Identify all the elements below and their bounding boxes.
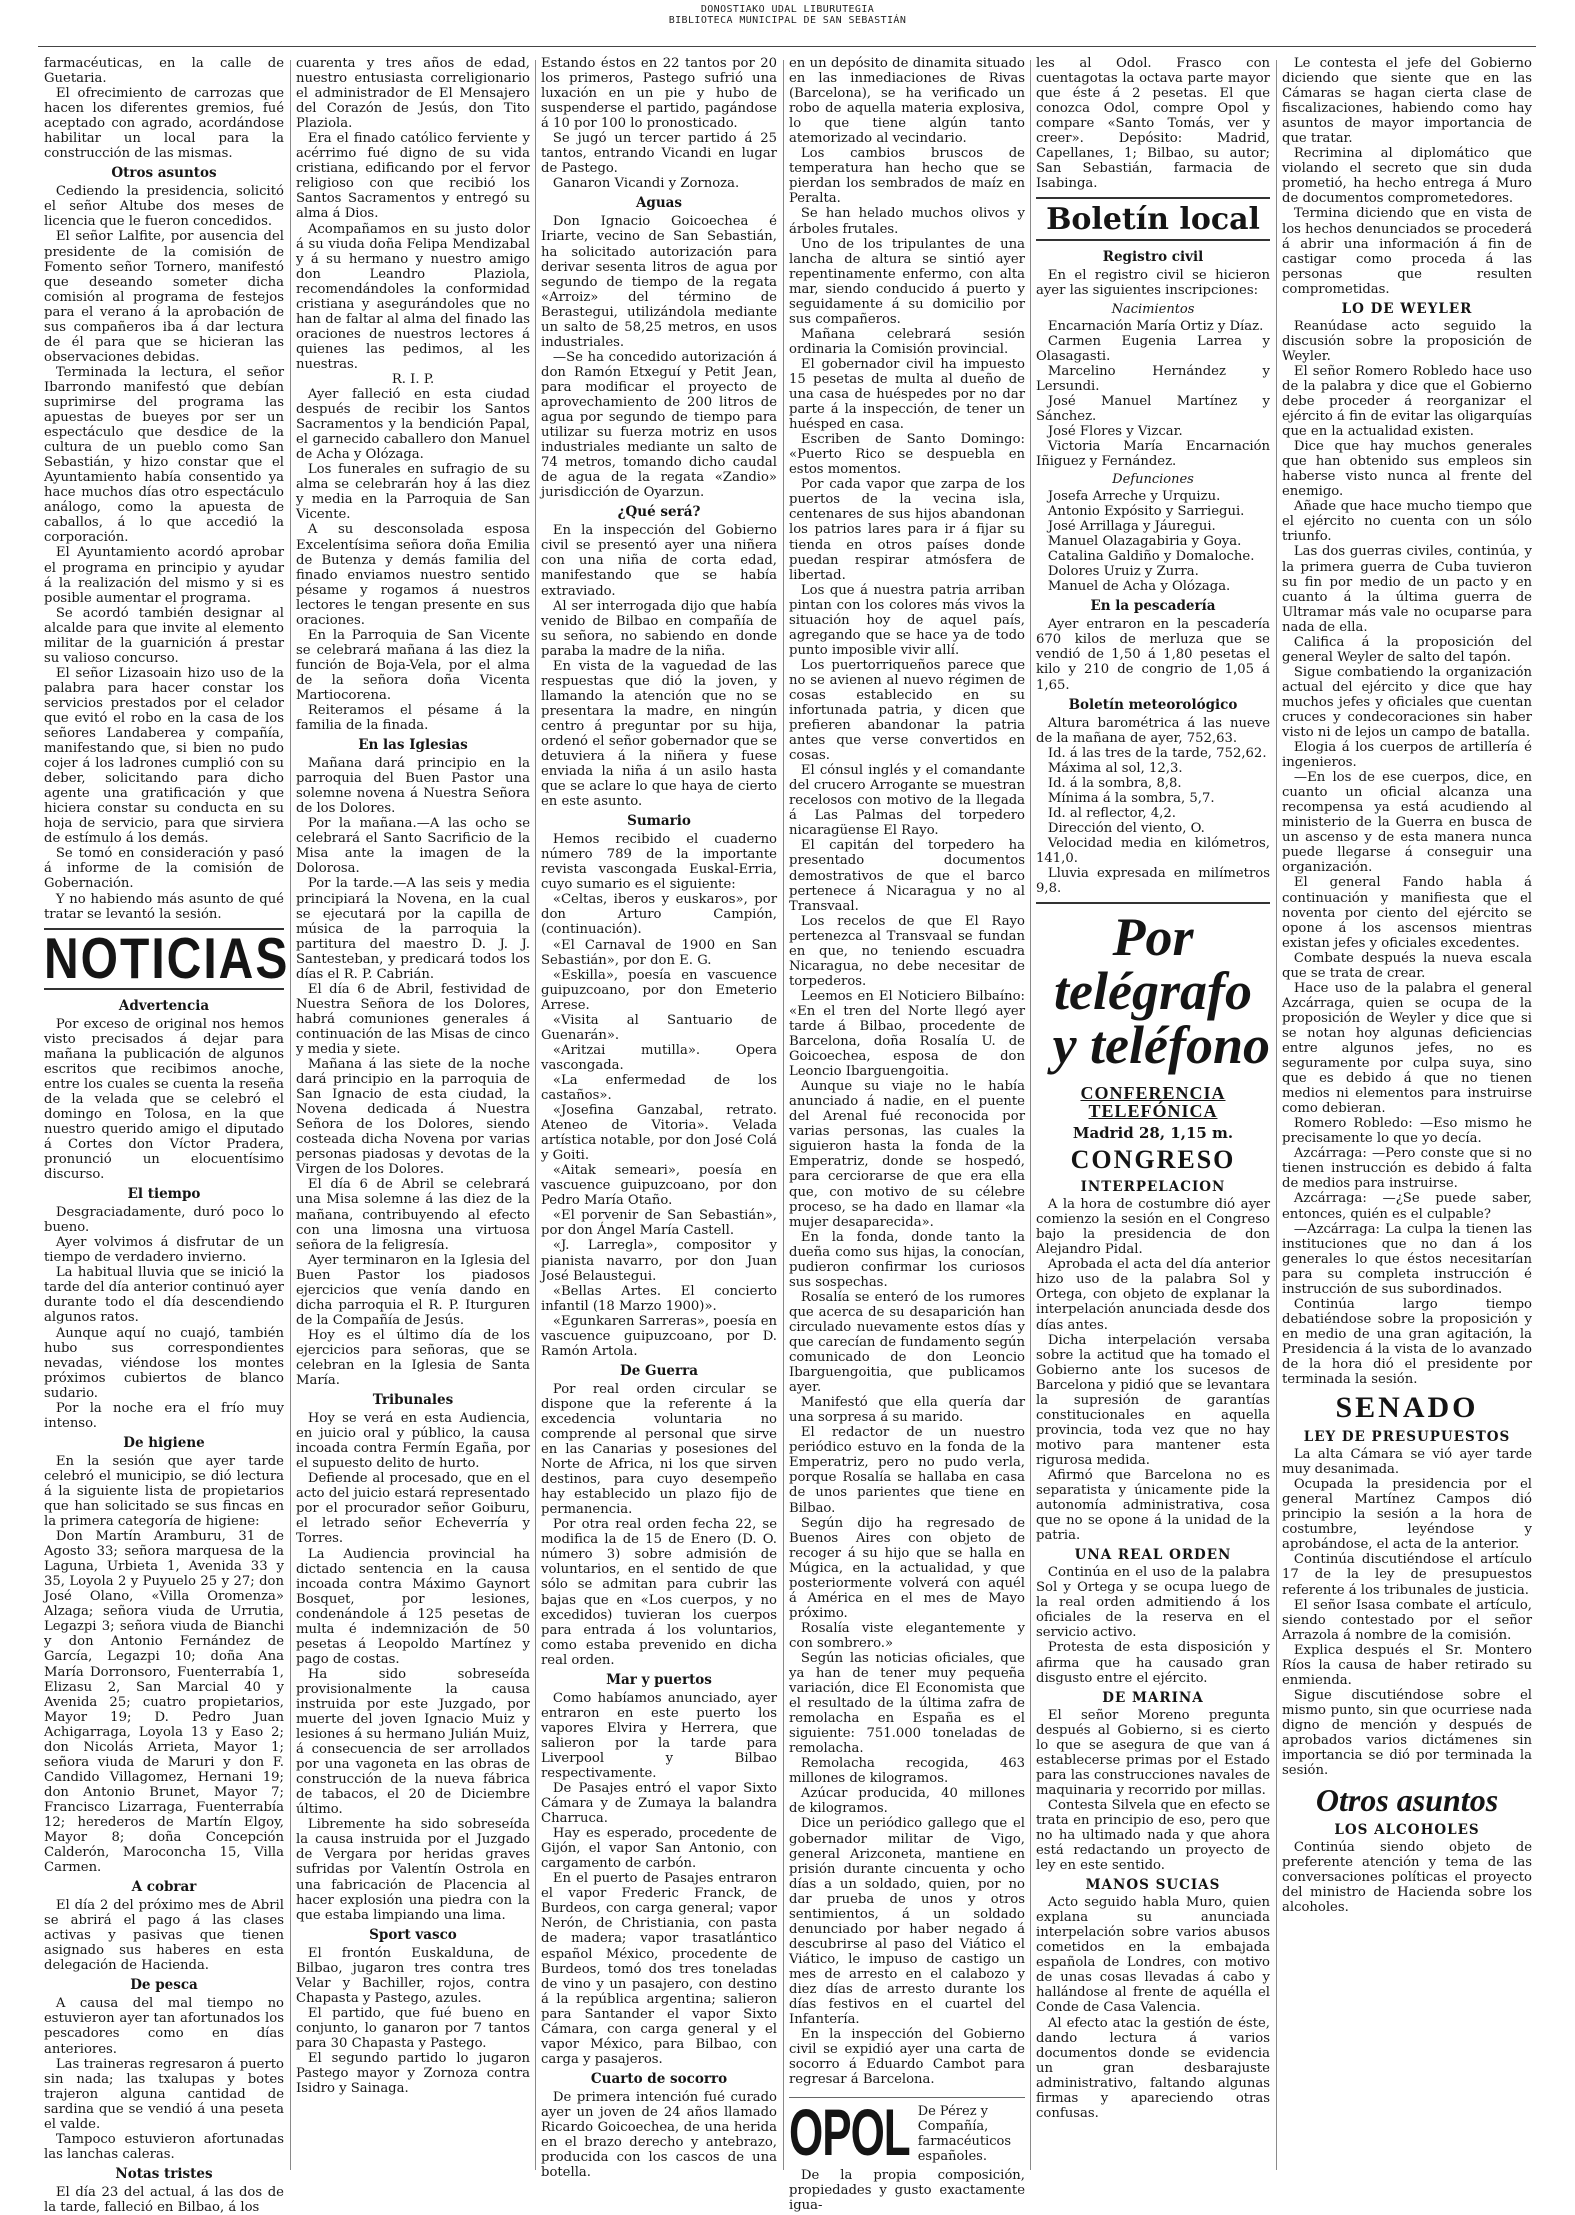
paragraph: En el registro civil se hicieron ayer las siguientes inscripciones: — [1036, 268, 1270, 299]
paragraph: Añade que hace mucho tiempo que el ejército no cuenta con un sólo triunfo. — [1282, 499, 1532, 545]
paragraph: Terminada la lectura, el señor Ibarrondo manifestó que debían suprimirse del programa las apuestas de bueyes por ser un espectáculo que desdice de la cultura de un pueblo como San Sebastián, y hizo constar que el Ayuntamiento había consentido ya hace muchos días otro espectáculo análogo, como la apuesta de caballos, á lo que accedió la corporación. — [44, 364, 284, 546]
paragraph: «Josefina Ganzabal, retrato. Ateneo de Vitoria». Velada artística notable, por don José Colá y Goiti. — [541, 1103, 777, 1164]
paragraph: Hoy es el último día de los ejercicios para señoras, que se celebran en la Iglesia de Santa María. — [296, 1327, 530, 1389]
list-item: Carmen Eugenia Larrea y Olasagasti. — [1036, 333, 1270, 364]
paragraph: El ofrecimiento de carrozas que hacen los diferentes gremios, fué aceptado con agrado, acordándose habilitar un local para la construcción de las mismas. — [44, 86, 284, 162]
paragraph: El señor Romero Robledo hace uso de la palabra y dice que el Gobierno debe proceder á reorganizar el ejército á fin de evitar las oligarquías que en la actualidad existen. — [1282, 363, 1532, 440]
column-3 — [541, 56, 777, 2181]
paragraph: El partido, que fué bueno en conjunto, lo ganaron por 7 tantos para 30 Chapasta y Pastego. — [296, 2005, 530, 2051]
paragraph: En la inspección del Gobierno civil se presentó ayer una niñera con una niña de corta edad, manifestando que se había extraviado. — [541, 523, 777, 599]
paragraph: Reiteramos el pésame á la familia de la finada. — [296, 703, 530, 734]
paragraph: Ganaron Vicandi y Zornoza. — [552, 176, 740, 192]
paragraph: Califica á la proposición del general Weyler de salto del tapón. — [1282, 634, 1532, 665]
paragraph: Mañana dará principio en la parroquia del Buen Pastor una solemne novena á Nuestra Señora de los Dolores. — [296, 756, 530, 817]
paragraph: «Egunkaren Sarreras», poesía en vascuence guipuzcoano, por D. Ramón Artola. — [541, 1313, 777, 1359]
paragraph: El frontón Euskalduna, de Bilbao, jugaron tres contra tres Velar y Bachiller, rojos, contra Chapasta y Pastego, azules. — [296, 1945, 530, 2006]
paragraph: Por cada vapor que zarpa de los puertos de la vecina isla, centenares de sus hijos abandonan los patrios lares para ir á fijar su tienda en otros países donde puedan respirar atmósfera de libertad. — [789, 477, 1025, 583]
column-divider — [290, 60, 291, 2170]
paragraph: Y no habiendo más asunto de qué tratar se levantó la sesión. — [44, 891, 284, 922]
paragraph: Hay es esperado, procedente de Gijón, el vapor San Antonio, con cargamento de carbón. — [541, 1826, 777, 1872]
column-divider — [783, 60, 784, 2170]
subsection-heading: MANOS SUCIAS — [1085, 1877, 1221, 1894]
paragraph: En la fonda, donde tanto la dueña como sus hijas, la conocían, pudieron confirmar los curiosos sus sospechas. — [789, 1229, 1025, 1290]
paragraph: Recrimina al diplomático que violando el secreto que sin duda prometió, ha hecho entrega á Muro de documentos comprometedores. — [1282, 146, 1532, 207]
subsection-heading: Defunciones — [1112, 471, 1194, 487]
paragraph: El señor Lalfite, por ausencia del presidente de la comisión de Fomento señor Tornero, manifestó que deseando someter dicha comisión al programa de festejos para el verano á la aprobación de sus compañeros iba á dar lectura de él para que se hicieran las observaciones debidas. — [44, 229, 284, 365]
subsection-heading: UNA REAL ORDEN — [1074, 1547, 1232, 1564]
subsection-heading: LO DE WEYLER — [1341, 300, 1473, 317]
paragraph: Elogia á los cuerpos de artillería é ingenieros. — [1282, 740, 1532, 771]
section-heading: El tiempo — [127, 1186, 201, 1203]
paragraph: Azúcar producida, 40 millones de kilogramos. — [789, 1786, 1025, 1817]
boletin-local-banner — [1036, 197, 1270, 241]
section-heading: Mar y puertos — [606, 1671, 712, 1688]
list-item: Josefa Arreche y Urquizu. — [1047, 488, 1221, 504]
paragraph: —Azcárraga: La culpa la tienen las instituciones que no dan á los generales lo que éstos necesitarían para su completa instrucción é instrucción de sus subordinados. — [1282, 1221, 1532, 1297]
library-stamp-line2: BIBLIOTECA MUNICIPAL DE SAN SEBASTIÁN — [668, 15, 907, 26]
section-heading: Advertencia — [118, 997, 210, 1014]
paragraph: En el puerto de Pasajes entraron el vapor Frederic Franck, de Burdeos, con carga general; vapor Nerón, de Christiania, con pasta de madera; vapor trasatlántico español México, procedente de Burdeos, tomó dos tres toneladas de vino y un pasajero, con destino á la república argentina; salieron para Santander el vapor Sixto Cámara, con carga general y el vapor México, para Bilbao, con carga y pasajeros. — [541, 1871, 777, 2067]
paragraph: Por otra real orden fecha 22, se modifica la de 15 de Enero (D. O. número 3) sobre admisión de voluntarios, en el sentido de que sólo se admitan para cubrir las bajas que en «Los cuerpos, y no excedidos) tuvieran los cuerpos para entrada á los voluntarios, como estaba prevenido en dicha real orden. — [541, 1517, 777, 1668]
paragraph: cuarenta y tres años de edad, nuestro entusiasta correligionario el administrador de El Mensajero del Corazón de Jesús, don Tito Plaziola. — [296, 56, 530, 132]
list-item: Id. á las tres de la tarde, 752,62. — [1047, 745, 1267, 761]
list-item: Lluvia expresada en milímetros 9,8. — [1036, 866, 1270, 897]
paragraph: «J. Larregla», compositor y pianista navarro, por don Juan José Belaustegui. — [541, 1238, 777, 1284]
list-item: Catalina Galdiño y Domaloche. — [1047, 549, 1255, 565]
paragraph: Por la noche era el frío muy intenso. — [44, 1400, 284, 1431]
section-heading: Sumario — [627, 813, 691, 830]
paragraph: Don Martín Aramburu, 31 de Agosto 33; señora marquesa de la Laguna, Urbieta 1, Avenida 33 y 35, Loyola 2 y Puyuelo 25 y 27; don José Olano, «Villa Oromenza» Alzaga; señora viuda de Urrutia, Legazpi 3; señora viuda de Bianchi y don Antonio Fernández de García, Legazpi 10; doña Ana María Dorronsoro, Fuenterrabía 1, Elizasu 2, San Marcial 40 y Avenida 25; cuatro propietarios, Mayor 19; D. Pedro Juan Achigarraga, Loyola 13 y Easo 2; don Nicolás Arrieta, Mayor 1; señora viuda de Maruri y don F. Candido Villagomez, Hernani 19; don Antonio Brunet, Mayor 7; Francisco Lizarraga, Fuenterrabía 12; herederos de Martín Elgoy, Mayor 8; doña Concepción Calderón, Maroconcha 15, Villa Carmen. — [44, 1529, 284, 1876]
list-item: Victoria María Encarnación Iñiguez y Fernández. — [1036, 438, 1270, 469]
paragraph: Azcárraga: —¿Se puede saber, entonces, quién es el culpable? — [1282, 1191, 1532, 1222]
paragraph: Las dos guerras civiles, continúa, y la primera guerra de Cuba tuvieron su fin por medio de un pacto y en cuanto á la última guerra de Ultramar más vale no ocuparse para nada de ella. — [1282, 544, 1532, 635]
section-heading: De Guerra — [620, 1362, 698, 1379]
otros-asuntos-title: Otros asuntos — [1315, 1782, 1499, 1819]
paragraph: Como habíamos anunciado, ayer entraron en este puerto los vapores Elvira y Herrera, que salieron por la tarde para Liverpool y Bilbao respectivamente. — [541, 1690, 777, 1781]
paragraph: Continúa discutiéndose el artículo 17 de la ley de presupuestos referente á los tribunales de justicia. — [1282, 1552, 1532, 1598]
noticias-banner — [44, 927, 290, 991]
paragraph: Se acordó también designar al alcalde para que invite al elemento militar de la guarnición á prestar su valioso concurso. — [44, 605, 284, 666]
paragraph: Reanúdase acto seguido la discusión sobre la proposición de Weyler. — [1282, 318, 1532, 364]
paragraph: El día 2 del próximo mes de Abril se abrirá el pago á las clases activas y pasivas que tienen asignado sus haberes en esta delegación de Hacienda. — [44, 1898, 284, 1974]
subsection-heading: INTERPELACION — [1080, 1179, 1226, 1196]
paragraph: —Se ha concedido autorización á don Ramón Etxeguí y Petit Jean, para modificar el proyecto de aprovechamiento de 200 litros de agua por segundo de tiempo para utilizar su fuerza motriz en usos industriales mediante un salto de 74 metros, tomando dicho caudal de agua de la regata «Zandio» jurisdicción de Oyarzun. — [541, 349, 777, 501]
paragraph: La habitual lluvia que se inició la tarde del día anterior continuó ayer durante todo el día descendiendo algunos ratos. — [44, 1265, 284, 1326]
paragraph: El general Fando habla á continuación y manifiesta que el noventa por ciento del ejército se opone á los ascensos mientras existan jefes y oficiales excedentes. — [1282, 875, 1532, 951]
paragraph: Dice que hay muchos generales que han obtenido sus empleos sin haberse visto nunca al frente del enemigo. — [1282, 439, 1532, 500]
congreso-title: CONGRESO — [1070, 1145, 1236, 1175]
paragraph: «El porvenir de San Sebastián», por don Ángel María Castell. — [541, 1208, 777, 1239]
paragraph: A la hora de costumbre dió ayer comienzo la sesión en el Congreso bajo la presidencia de don Alejandro Pidal. — [1036, 1197, 1270, 1258]
paragraph: Hace uso de la palabra el general Azcárraga, quien se ocupa de la proposición de Weyler y dice que si se notan hoy algunas deficiencias entre algunos jefes, no es seguramente por culpa suya, sino que es debido á que no tienen medios ni elementos para instruirse como debieran. — [1282, 980, 1532, 1117]
paragraph: Se tomó en consideración y pasó á informe de la comisión de Gobernación. — [44, 846, 284, 892]
column-divider — [1276, 60, 1277, 2170]
section-heading: Otros asuntos — [111, 165, 217, 182]
subsection-heading: Nacimientos — [1111, 301, 1195, 317]
boletin-local-title: Boletín local — [1046, 202, 1260, 238]
list-item: Dirección del viento, O. — [1047, 820, 1205, 836]
paragraph: Libremente ha sido sobreseída la causa instruida por el Juzgado de Vergara por heridas graves sufridas por Valentín Ostrola en una fabricación de Placencia al hacer explosión una piedra con la que estaba limpiando una lima. — [296, 1817, 530, 1923]
ad-title: De Pérez y Compañía, farmacéuticos españoles. — [917, 2104, 1012, 2165]
paragraph: «Bellas Artes. El concierto infantil (18 Marzo 1900)». — [541, 1283, 777, 1314]
paragraph: Los que á nuestra patria arriban pintan con los colores más vivos la situación hoy de aquel país, agregando que se hace ya de todo punto imposible vivir allí. — [789, 582, 1025, 658]
paragraph: en un depósito de dinamita situado en las inmediaciones de Rivas (Barcelona), se ha verificado un robo de aquella materia explosiva, lo que tiene algún tanto atemorizado al vecindario. — [789, 56, 1025, 147]
section-heading: Notas tristes — [115, 2165, 213, 2182]
paragraph: Hoy se verá en esta Audiencia, en juicio oral y público, la causa incoada contra Fermín Egaña, por el supuesto delito de hurto. — [296, 1411, 530, 1472]
paragraph: Rosalía se enteró de los rumores que acerca de su desaparición han circulado nuevamente estos días y que carecían de fundamento según comunicado de don Leoncio Ibarguengoitia, que publicamos ayer. — [789, 1289, 1025, 1396]
paragraph: Continúa en el uso de la palabra Sol y Ortega y se ocupa luego de la real orden admitiendo á los oficiales de la reserva en el servicio activo. — [1036, 1565, 1270, 1641]
list-item: Mínima á la sombra, 5,7. — [1047, 790, 1215, 806]
list-item: Id. al reflector, 4,2. — [1047, 805, 1176, 821]
paragraph: Por exceso de original nos hemos visto precisados á dejar para mañana la publicación de algunos escritos que recibimos anoche, entre los cuales se cuenta la reseña de la velada que se celebró el domingo en Tolosa, en la que nuestro querido amigo el diputado á Cortes don Víctor Pradera, pronunció un elocuentísimo discurso. — [44, 1016, 284, 1183]
paragraph: El segundo partido lo jugaron Pastego mayor y Zornoza contra Isidro y Sainaga. — [296, 2051, 530, 2097]
section-heading: En las Iglesias — [358, 737, 468, 754]
paragraph: De Pasajes entró el vapor Sixto Cámara y de Zumaya la balandra Charruca. — [541, 1781, 777, 1827]
paragraph: «La enfermedad de los castaños». — [541, 1072, 777, 1103]
library-stamp — [0, 4, 1575, 26]
subsection-heading: LOS ALCOHOLES — [1334, 1822, 1480, 1839]
section-heading: De pesca — [130, 1977, 198, 1994]
paragraph: «Aritzai mutilla». Opera vascongada. — [541, 1042, 777, 1073]
paragraph: Los funerales en sufragio de su alma se celebrarán hoy á las diez y media en la Parroquia de San Vicente. — [296, 462, 530, 523]
noticias-title: NOTICIAS — [44, 927, 290, 991]
paragraph: Se jugó un tercer partido á 25 tantos, entrando Vicandi en lugar de Pastego. — [541, 131, 777, 177]
paragraph: Según dijo ha regresado de Buenos Aires con objeto de recoger á su hijo que se halla en Múgica, en la actualidad, y que posteriormente volverá con aquél á América en el mes de Mayo próximo. — [789, 1515, 1025, 1621]
paragraph: Ayer terminaron en la Iglesia del Buen Pastor los piadosos ejercicios que venía dando en dicha parroquia el R. P. Iturguren de la Compañía de Jesús. — [296, 1252, 530, 1328]
telegrafo-title-line2: y teléfono — [1052, 1015, 1270, 1076]
subsection-heading: DE MARINA — [1102, 1689, 1204, 1706]
column-2 — [296, 56, 530, 2172]
paragraph: El Ayuntamiento acordó aprobar el programa en principio y ayudar á la realización del mismo y si es posible aumentar el programa. — [44, 545, 284, 606]
paragraph: El señor Lizasoain hizo uso de la palabra para hacer constar los servicios prestados por el celador que evitó el robo en la casa de los señores Landaberea y compañía, manifestando que, si bien no pudo cojer á los ladrones cumplió con su deber, solicitando para dicho agente una gratificación y que hiciera constar su conducta en su hoja de servicio, para que sirviera de estímulo á los demás. — [44, 665, 284, 847]
paragraph: farmacéuticas, en la calle de Guetaria. — [44, 56, 284, 87]
paragraph: Manifestó que ella quería dar una sorpresa á su marido. — [789, 1395, 1025, 1426]
paragraph: Rosalía viste elegantemente y con sombrero.» — [789, 1620, 1025, 1651]
paragraph: Dicha interpelación versaba sobre la actitud que ha tomado el Gobierno ante los sucesos de Barcelona y pidió que se levantara la supresión de garantías constitucionales en aquella provincia, toda vez que no hay motivo para mantener esta rigurosa medida. — [1036, 1332, 1270, 1468]
paragraph: El capitán del torpedero ha presentado documentos demostrativos de que el barco pertenece á Nicaragua y no al Transvaal. — [789, 838, 1025, 914]
paragraph: En la Parroquia de San Vicente se celebrará mañana á las diez la función de Boja-Vela, por el alma de la señora doña Vicenta Martiocorena. — [296, 627, 530, 703]
paragraph: «Visita al Santuario de Guenarán». — [541, 1012, 777, 1043]
paragraph: «El Carnaval de 1900 en San Sebastián», por don E. G. — [541, 937, 777, 968]
paragraph: Acompañamos en su justo dolor á su viuda doña Felipa Mendizabal y á su hermano y nuestro amigo don Leandro Plaziola, recomendándoles la conformidad cristiana y asegurándoles que no han de faltar al alma del finado las oraciones de nuestros lectores á quienes las pedimos, al les nuestras. — [296, 221, 530, 372]
paragraph: Por real orden circular se dispone que la referente á la excedencia voluntaria no comprende al personal que sirve en las Canarias y posesiones del Norte de Africa, ni los que sirven destinos, para cuyo desempeño hay establecido un plazo fijo de permanencia. — [541, 1381, 777, 1518]
paragraph: Por la tarde.—A las seis y media principiará la Novena, en la cual se ejecutará por la capilla de música de la parroquia la partitura del maestro D. J. J. Santesteban, y predicará todos los días el R. P. Cabrián. — [296, 876, 530, 982]
list-item: Encarnación María Ortiz y Díaz. — [1047, 318, 1264, 334]
opol-logo: OPOL — [789, 2096, 910, 2171]
paragraph: Mañana celebrará sesión ordinaria la Comisión provincial. — [789, 326, 1025, 357]
telegrafo-title-line1: Por telégrafo — [1054, 907, 1252, 1022]
paragraph: Protesta de esta disposición y afirma que ha causado gran disgusto entre el ejército. — [1036, 1640, 1270, 1686]
paragraph: Se han helado muchos olivos y árboles frutales. — [789, 206, 1025, 237]
paragraph: —En los de ese cuerpos, dice, en cuanto un oficial alcanza una recompensa ya está acudiendo al ministerio de la Guerra en busca de un ascenso y de esta manera nunca puede llegarse á conseguir una organización. — [1282, 770, 1532, 876]
paragraph: Aprobada el acta del día anterior hizo uso de la palabra Sol y Ortega, con objeto de explanar la interpelación anunciada desde dos días antes. — [1036, 1257, 1270, 1333]
rip-line: R. I. P. — [391, 371, 435, 387]
paragraph: Mañana á las siete de la noche dará principio en la parroquia de San Ignacio de esta ciudad, la Novena dedicada á Nuestra Señora de los Dolores, siendo costeada dicha Novena por varias personas piadosas y devotas de la Virgen de los Dolores. — [296, 1057, 530, 1178]
section-heading: Registro civil — [1102, 249, 1204, 266]
paragraph: En vista de la vaguedad de las respuestas que dió la joven, y llamando la atención que no se presentara la madre, en ningún centro á preguntar por su hija, ordenó el señor gobernador que se detuviera á la niñera y fuese enviada la niña á un asilo hasta que se aclare lo que haya de cierto en este asunto. — [541, 658, 777, 810]
paragraph: Defiende al procesado, que en el acto del juicio estará representado por el procurador señor Goiburu, el letrado señor Echeverría y Torres. — [296, 1471, 530, 1547]
paragraph: El día 6 de Abril, festividad de Nuestra Señora de los Dolores, habrá comuniones generales á continuación de las Misas de cinco y media y siete. — [296, 981, 530, 1057]
paragraph: A causa del mal tiempo no estuvieron ayer tan afortunados los pescadores como en días anteriores. — [44, 1996, 284, 2057]
list-item: Dolores Uruiz y Zurra. — [1047, 564, 1199, 580]
paragraph: Sigue discutiéndose sobre el mismo punto, sin que ocurriese nada digno de mención y después de aprobados varios dictámenes sin importancia se dió por terminada la sesión. — [1282, 1687, 1532, 1779]
paragraph: Leemos en El Noticiero Bilbaíno: «En el tren del Norte llegó ayer tarde á Bilbao, procedente de Barcelona, doña Rosalía U. de Goicoechea, esposa de don Leoncio Ibarguengoitia. — [789, 988, 1025, 1080]
paragraph: Aunque aquí no cuajó, también hubo sus correspondientes nevadas, viéndose los montes próximos cubiertos de blanco sudario. — [44, 1325, 284, 1401]
paragraph: En la sesión que ayer tarde celebró el municipio, se dió lectura á la siguiente lista de propietarios que han solicitado se sus fincas en la primera categoría de higiene: — [44, 1453, 284, 1530]
paragraph: Combate después la nueva escala que se trata de crear. — [1282, 950, 1532, 981]
library-stamp-line1: DONOSTIAKO UDAL LIBURUTEGIA — [700, 4, 875, 15]
paragraph: Continúa siendo objeto de preferente atención y tema de las conversaciones políticas el proyecto del ministro de Hacienda sobre los alcoholes. — [1282, 1840, 1532, 1916]
section-heading: Aguas — [635, 195, 683, 212]
column-divider — [535, 60, 536, 2170]
paragraph: En la inspección del Gobierno civil se expidió ayer una carta de socorro á Eduardo Cambot para regresar á Barcelona. — [789, 2027, 1025, 2088]
list-item: Antonio Expósito y Sarriegui. — [1047, 504, 1245, 520]
paragraph: Ayer entraron en la pescadería 670 kilos de merluza que se vendió de 1,50 á 1,80 pesetas el kilo y 210 de congrio de 1,05 á 1,65. — [1036, 617, 1270, 693]
dateline: Madrid 28, 1,15 m. — [1072, 1124, 1234, 1143]
section-heading: ¿Qué será? — [617, 504, 701, 521]
paragraph: «Celtas, iberos y euskaros», por don Arturo Campión, (continuación). — [541, 892, 777, 938]
list-item: Altura barométrica á las nueve de la mañana de ayer, 752,63. — [1036, 715, 1270, 746]
column-5 — [1036, 56, 1270, 2172]
section-heading: Cuarto de socorro — [590, 2070, 728, 2087]
section-heading: Boletín meteorológico — [1068, 696, 1238, 713]
list-item: José Manuel Martínez y Sánchez. — [1036, 393, 1270, 424]
column-divider — [1030, 60, 1031, 2170]
list-item: Manuel Olazagabiria y Goya. — [1047, 534, 1242, 550]
section-heading: En la pescadería — [1090, 598, 1216, 615]
paragraph: Dice un periódico gallego que el gobernador militar de Vigo, general Arizconeta, mantiene en prisión durante cincuenta y ocho días a un soldado, quien, por no dar prueba de unos y otros sentimientos, á un soldado denunciado por haber negado á descubrirse al paso del Viático el Viático, le impuso de castigo un mes de arresto en el calabozo y diez días de arresto durante los días festivos en el cuartel del Infantería. — [789, 1816, 1025, 2028]
paragraph: El cónsul inglés y el comandante del crucero Arrogante se muestran recelosos con motivo de la llegada á Las Palmas del torpedero nicaragüense El Rayo. — [789, 763, 1025, 839]
list-item: Manuel de Acha y Olózaga. — [1047, 579, 1231, 595]
paragraph: Era el finado católico ferviente y acérrimo fué digno de su vida cristiana, edificando por el fervor religioso con que recibió los Santos Sacramentos y entregó su alma á Dios. — [296, 131, 530, 222]
paragraph: Hemos recibido el cuaderno número 789 de la importante revista vascongada Euskal-Erria, cuyo sumario es el siguiente: — [541, 832, 777, 893]
conferencia-heading: CONFERENCIA TELEFÓNICA — [1080, 1083, 1226, 1122]
paragraph: Ayer volvimos á disfrutar de un tiempo de verdadero invierno. — [44, 1235, 284, 1266]
paragraph: Acto seguido habla Muro, quien explana su anunciada interpelación sobre varios abusos cometidos en la embajada española de Londres, con motivo de unas cosas llevadas á cabo y hallándose al frente de aquélla el Conde de Casa Valencia. — [1036, 1895, 1270, 2016]
paragraph: Azcárraga: —Pero conste que si no tienen instrucción es debido á falta de medios para instruirse. — [1282, 1146, 1532, 1192]
column-4 — [789, 56, 1025, 2214]
paragraph: La alta Cámara se vió ayer tarde muy desanimada. — [1282, 1447, 1532, 1478]
column-1 — [44, 56, 290, 2215]
list-item: Id. á la sombra, 8,8. — [1047, 775, 1182, 791]
paragraph: Las traineras regresaron á puerto sin nada; las txalupas y botes trajeron alguna cantidad de sardina que se vendió á una peseta el valde. — [44, 2056, 284, 2132]
paragraph: Tampoco estuvieron afortunadas las lanchas caleras. — [44, 2131, 284, 2162]
paragraph: Don Ignacio Goicoechea é Iriarte, vecino de San Sebastián, ha solicitado autorización para derivar sesenta litros de agua por segundo de tiempo de la regata «Arroiz» del término de Berastegui, utilizándola mediante un salto de 58,25 metros, en usos industriales. — [541, 214, 777, 350]
paragraph: Por la mañana.—A las ocho se celebrará el Santo Sacrificio de la Misa ante la imagen de la Dolorosa. — [296, 816, 530, 877]
paragraph: Sigue combatiendo la organización actual del ejército y dice que hay muchos jefes y oficiales que cuentan cruces y condecoraciones sin haber visto ni de lejos un campo de batalla. — [1282, 664, 1532, 741]
paragraph: De primera intención fué curado ayer un joven de 24 años llamado Ricardo Goicoechea, de una herida en el brazo derecho y antebrazo, producida con los cascos de una botella. — [541, 2089, 777, 2181]
paragraph: Según las noticias oficiales, que ya han de tener muy pequeña variación, dice El Economista que el resultado de la última zafra de remolacha en España es el siguiente: 751.000 toneladas de remolacha. — [789, 1650, 1025, 1757]
paragraph: El día 6 de Abril se celebrará una Misa solemne á las diez de la mañana, contribuyendo al efecto con una limosna una virtuosa señora de la feligresía. — [296, 1177, 530, 1253]
list-item: Marcelino Hernández y Lersundi. — [1036, 363, 1270, 394]
paragraph: «Eskilla», poesía en vascuence guipuzcoano, por don Emeterio Arrese. — [541, 967, 777, 1013]
paragraph: Aunque su viaje no le había anunciado á nadie, en el puente del Arenal fué reconocida por varias personas, las cuales la siguieron hasta la fonda de la Emperatriz, donde se hospedó, para cerciorarse de que era ella que, con motivo de su célebre proceso, se ha dado en llamar «la mujer desaparecida». — [789, 1079, 1025, 1230]
paragraph: Los recelos de que El Rayo pertenezca al Transvaal se fundan en que, no teniendo escuadra Nicaragua, no debe necesitar de torpederos. — [789, 913, 1025, 989]
paragraph: les al Odol. Frasco con cuentagotas la octava parte mayor que éste á 2 pesetas. El que conozca Odol, compre Opol y compare «Santo Tomás, ver y creer». Depósito: Madrid, Capellanes, 1; Bilbao, su autor; San Sebastián, farmacia de Isabinga. — [1036, 56, 1270, 192]
paragraph: A su desconsolada esposa Excelentísima señora doña Emilia de Butenza y demás familia del finado enviamos nuestro sentido pésame y rogamos á nuestros lectores le tengan presente en sus oraciones. — [296, 522, 530, 628]
paragraph: El día 23 del actual, á las dos de la tarde, falleció en Bilbao, á los — [44, 2184, 284, 2215]
paragraph: Romero Robledo: —Eso mismo he precisamente lo que yo decía. — [1282, 1116, 1532, 1147]
paragraph: Cediendo la presidencia, solicitó el señor Altube dos meses de licencia que le fueron concedidos. — [44, 184, 284, 230]
opol-advertisement — [789, 2096, 1025, 2171]
paragraph: Al ser interrogada dijo que había venido de Bilbao en compañía de su señora, no sabiendo en donde paraba la madre de la niña. — [541, 598, 777, 659]
paragraph: Los puertorriqueños parece que no se avienen al nuevo régimen de cosas establecido en su infortunada patria, y dicen que prefieren abandonar la patria antes que verse convertidos en cosas. — [789, 657, 1025, 764]
paragraph: Los cambios bruscos de temperatura han hecho que se pierdan los sembrados de maíz en Peralta. — [789, 146, 1025, 207]
paragraph: Afirmó que Barcelona no es separatista y únicamente pide la autonomía administrativa, cosa que no se opone á la unidad de la patria. — [1036, 1468, 1270, 1544]
senado-title: SENADO — [1335, 1391, 1479, 1425]
paragraph: «Aitak semeari», poesía en vascuence guipuzcoano, por don Pedro María Otaño. — [541, 1163, 777, 1209]
paragraph: El gobernador civil ha impuesto 15 pesetas de multa al dueño de una casa de huéspedes por no dar parte á la inspección, de tener un huésped en casa. — [789, 356, 1025, 433]
paragraph: El redactor de un nuestro periódico estuvo en la fonda de la Emperatriz, pero no pudo verla, porque Rosalía se hallaba en casa de unos parientes que tiene en Bilbao. — [789, 1425, 1025, 1516]
paragraph: Estando éstos en 22 tantos por 20 los primeros, Pastego sufrió una luxación en un pie y hubo de suspenderse el partido, pagándose á 10 por 100 lo pronosticado. — [541, 56, 777, 132]
paragraph: Escriben de Santo Domingo: «Puerto Rico se despuebla en estos momentos. — [789, 432, 1025, 478]
paragraph: El señor Isasa combate el artículo, siendo contestado por el señor Arrazola á nombre de la comisión. — [1282, 1597, 1532, 1643]
list-item: José Arrillaga y Jáuregui. — [1047, 519, 1216, 535]
section-heading: A cobrar — [131, 1879, 197, 1896]
subsection-heading: LEY DE PRESUPUESTOS — [1303, 1429, 1511, 1446]
paragraph: La Audiencia provincial ha dictado sentencia en la causa incoada contra Máximo Gaynort Bosquet, por lesiones, condenándole á 125 pesetas de multa é indemnización de 50 pesetas á Leopoldo Martínez y pago de costas. — [296, 1546, 530, 1667]
list-item: Máxima al sol, 12,3. — [1047, 760, 1183, 776]
paragraph: De la propia composición, propiedades y gusto exactamente igua- — [789, 2168, 1025, 2214]
paragraph: Ocupada la presidencia por el general Martínez Campos dió principio la sesión a la hora de costumbre, leyéndose y aprobándose, el acta de la anterior. — [1282, 1477, 1532, 1553]
paragraph: Termina diciendo que en vista de los hechos denunciados se procederá á abrir una información á fin de castigar como proceda á las personas que resulten comprometidas. — [1282, 206, 1532, 297]
paragraph: Desgraciadamente, duró poco lo bueno. — [44, 1205, 284, 1236]
paragraph: Remolacha recogida, 463 millones de kilogramos. — [789, 1756, 1025, 1787]
list-item: Velocidad media en kilómetros, 141,0. — [1036, 835, 1270, 866]
section-heading: Tribunales — [372, 1392, 454, 1409]
section-heading: De higiene — [123, 1434, 205, 1451]
telegrafo-banner — [1036, 902, 1270, 1076]
paragraph: Continúa largo tiempo debatiéndose sobre la proposición y en medio de una gran agitación, la Presidencia á la vista de lo avanzado de la hora dió el presidente por terminada la sesión. — [1282, 1296, 1532, 1388]
section-heading: Sport vasco — [369, 1926, 457, 1943]
list-item: José Flores y Vizcar. — [1047, 423, 1183, 439]
paragraph: Contesta Silvela que en efecto se trata en principio de eso, pero que no ha ultimado nada y que ahora está redactando un proyecto de ley en este sentido. — [1036, 1797, 1270, 1874]
paragraph: Explica después el Sr. Montero Ríos la causa de haber retirado su enmienda. — [1282, 1642, 1532, 1688]
paragraph: Ha sido sobreseída provisionalmente la causa instruida por este Juzgado, por muerte del joven Ignacio Muiz y lesiones á su hermano Julián Muiz, á consecuencia de ser arrollados por una vagoneta en las obras de construcción de la nueva fábrica de tabacos, el 20 de Diciembre último. — [296, 1666, 530, 1818]
paragraph: Le contesta el jefe del Gobierno diciendo que siente que en las Cámaras se hagan cierta clase de fiscalizaciones, habiendo como hay asuntos de mayor importancia de que tratar. — [1282, 56, 1532, 147]
paragraph: El señor Moreno pregunta después al Gobierno, si es cierto lo que se asegura de que van á establecerse primas por el Estado para las construcciones navales de maquinaria y recorrido por millas. — [1036, 1707, 1270, 1798]
top-rule — [38, 46, 1536, 47]
paragraph: Uno de los tripulantes de una lancha de altura se sintió ayer repentinamente enfermo, con alta mar, siendo conducido á puerto y seguidamente á su domicilio por sus compañeros. — [789, 236, 1025, 327]
paragraph: Ayer falleció en esta ciudad después de recibir los Santos Sacramentos y la bendición Papal, el garnecido caballero don Manuel de Acha y Olózaga. — [296, 387, 530, 463]
paragraph: Al efecto atac la gestión de éste, dando lectura á varios documentos donde se evidencia un gran desbarajuste administrativo, faltando algunas firmas y apareciendo otras confusas. — [1036, 2015, 1270, 2121]
column-6 — [1282, 56, 1532, 2172]
